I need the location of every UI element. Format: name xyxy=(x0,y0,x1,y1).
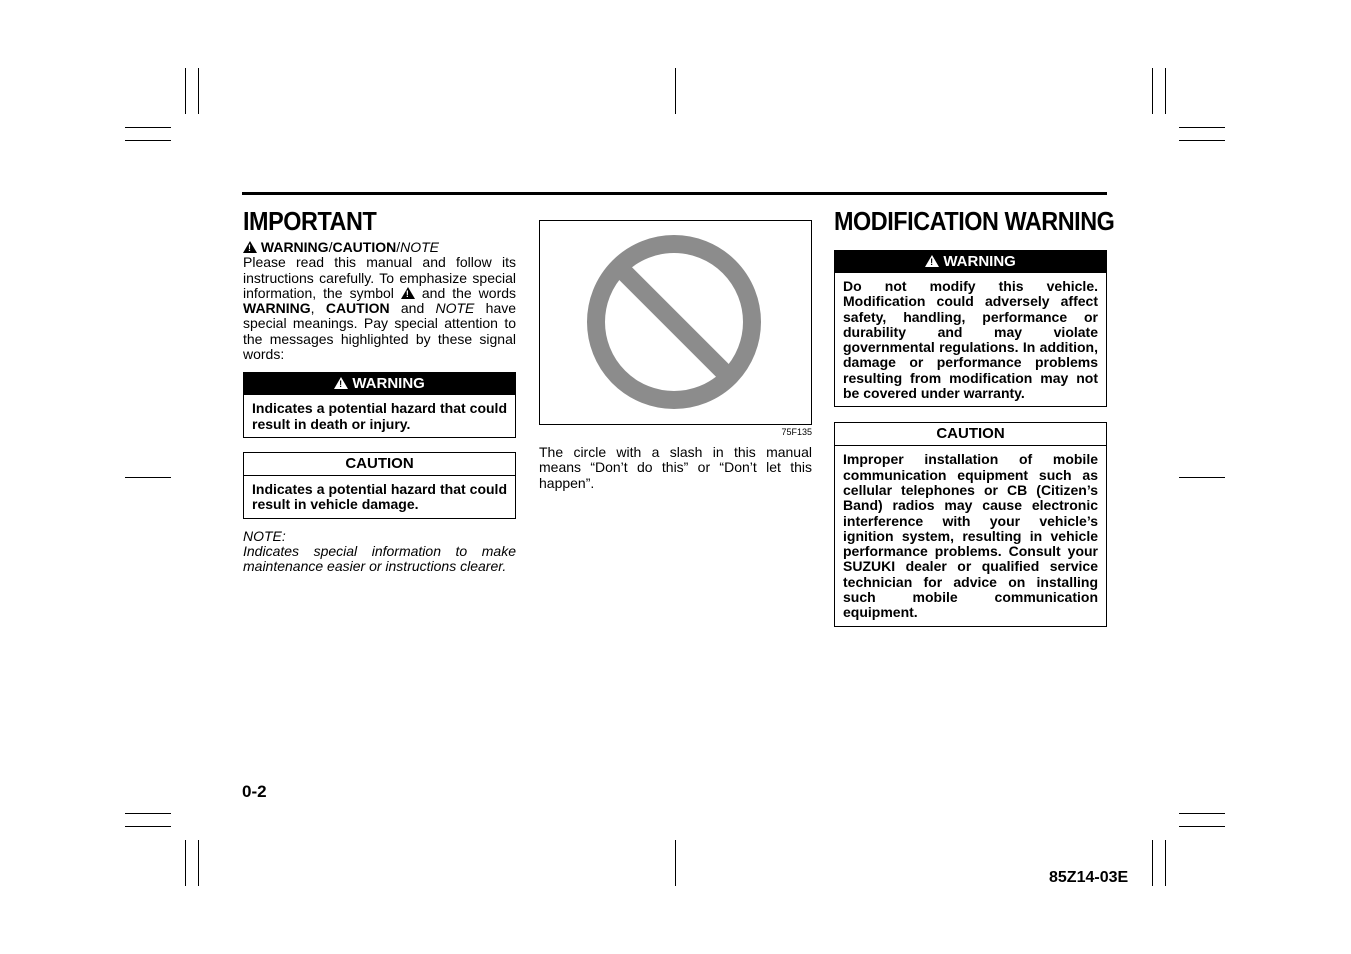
note-text: Indicates special information to make maintenance easier or instructions clearer. xyxy=(243,542,516,575)
intro-text: have special meanings. Pay special attention to the messages highlighted by these signal words: xyxy=(243,300,517,363)
warning-box-header xyxy=(835,251,1106,273)
signal-note: NOTE xyxy=(400,239,440,255)
figure-section xyxy=(539,204,812,491)
warning-box xyxy=(243,372,516,438)
document-code: 85Z14-03E xyxy=(1049,869,1129,886)
modification-caution-box xyxy=(834,422,1107,626)
warning-box-header xyxy=(244,373,515,395)
crop-mark xyxy=(1152,840,1153,886)
signal-warning: WARNING xyxy=(260,239,329,255)
warning-box-text: Indicates a potential hazard that could result in death or injury. xyxy=(252,400,507,432)
crop-mark xyxy=(675,68,676,114)
caution-box-heading: CAUTION xyxy=(835,423,1106,446)
intro-text: and xyxy=(400,300,425,317)
modification-title: MODIFICATION WARNING xyxy=(834,206,1115,236)
intro-text: Please read this manual and follow its instructions carefully. To emphasize special information, the symbol xyxy=(243,254,516,301)
intro-text: and the words xyxy=(421,284,517,301)
intro-note-word: NOTE xyxy=(435,300,475,317)
crop-mark xyxy=(125,477,171,478)
modification-caution-text: Improper installation of mobile communication equipment such as cellular telephones or CB (Citizen’s Band) radios may cause electronic interference with your vehicle’s ignition system, resulting in vehicle performance problems. Consult your SUZUKI dealer or qualified service technician for advice on installing such mobile communication equipment. xyxy=(843,451,1098,621)
crop-mark xyxy=(1179,140,1225,141)
crop-mark xyxy=(125,127,171,128)
crop-mark xyxy=(1165,840,1166,886)
figure-code: 75F135 xyxy=(781,427,812,437)
warning-triangle-icon: ! xyxy=(243,241,257,253)
crop-mark xyxy=(1152,68,1153,114)
crop-mark xyxy=(125,140,171,141)
header-rule xyxy=(242,192,1107,195)
warning-triangle-icon: ! xyxy=(334,377,348,389)
crop-mark xyxy=(185,68,186,114)
prohibition-symbol-icon xyxy=(586,234,762,410)
crop-mark xyxy=(198,68,199,114)
warning-box-heading: WARNING xyxy=(352,375,425,393)
caution-box-text: Indicates a potential hazard that could result in vehicle damage. xyxy=(252,480,507,513)
caution-box xyxy=(243,452,516,519)
crop-mark xyxy=(1179,127,1225,128)
warning-triangle-icon: ! xyxy=(925,255,939,267)
crop-mark xyxy=(1179,826,1225,827)
important-section xyxy=(243,204,516,574)
modification-warning-text: Do not modify this vehicle. Modification could adversely affect safety, handling, performance or durability and may violate governmental regulations. In addition, damage or performance problems resulting from modification may not be covered under warranty. xyxy=(843,278,1098,402)
crop-mark xyxy=(125,813,171,814)
prohibition-figure xyxy=(539,220,812,425)
crop-mark xyxy=(675,840,676,886)
separator: / xyxy=(328,239,333,255)
figure-caption: The circle with a slash in this manual means “Don’t do this” or “Don’t let this happen”. xyxy=(539,444,812,491)
important-title: IMPORTANT xyxy=(243,206,377,236)
crop-mark xyxy=(1179,477,1225,478)
note-label: NOTE: xyxy=(243,527,286,544)
signal-words-line xyxy=(243,240,516,255)
warning-box-heading: WARNING xyxy=(943,253,1016,270)
important-intro xyxy=(243,255,516,362)
modification-section xyxy=(834,204,1115,627)
page-number: 0-2 xyxy=(242,782,267,801)
warning-triangle-icon: ! xyxy=(401,287,415,299)
crop-mark xyxy=(185,840,186,886)
intro-text: , xyxy=(310,300,315,317)
crop-mark xyxy=(198,840,199,886)
modification-warning-box xyxy=(834,250,1107,407)
crop-mark xyxy=(1179,813,1225,814)
intro-caution-word: CAUTION xyxy=(325,300,390,317)
crop-mark xyxy=(1165,68,1166,114)
signal-caution: CAUTION xyxy=(332,239,397,255)
separator: / xyxy=(396,239,401,255)
caution-box-heading: CAUTION xyxy=(244,453,515,476)
intro-warning-word: WARNING xyxy=(243,300,311,317)
crop-mark xyxy=(125,826,171,827)
